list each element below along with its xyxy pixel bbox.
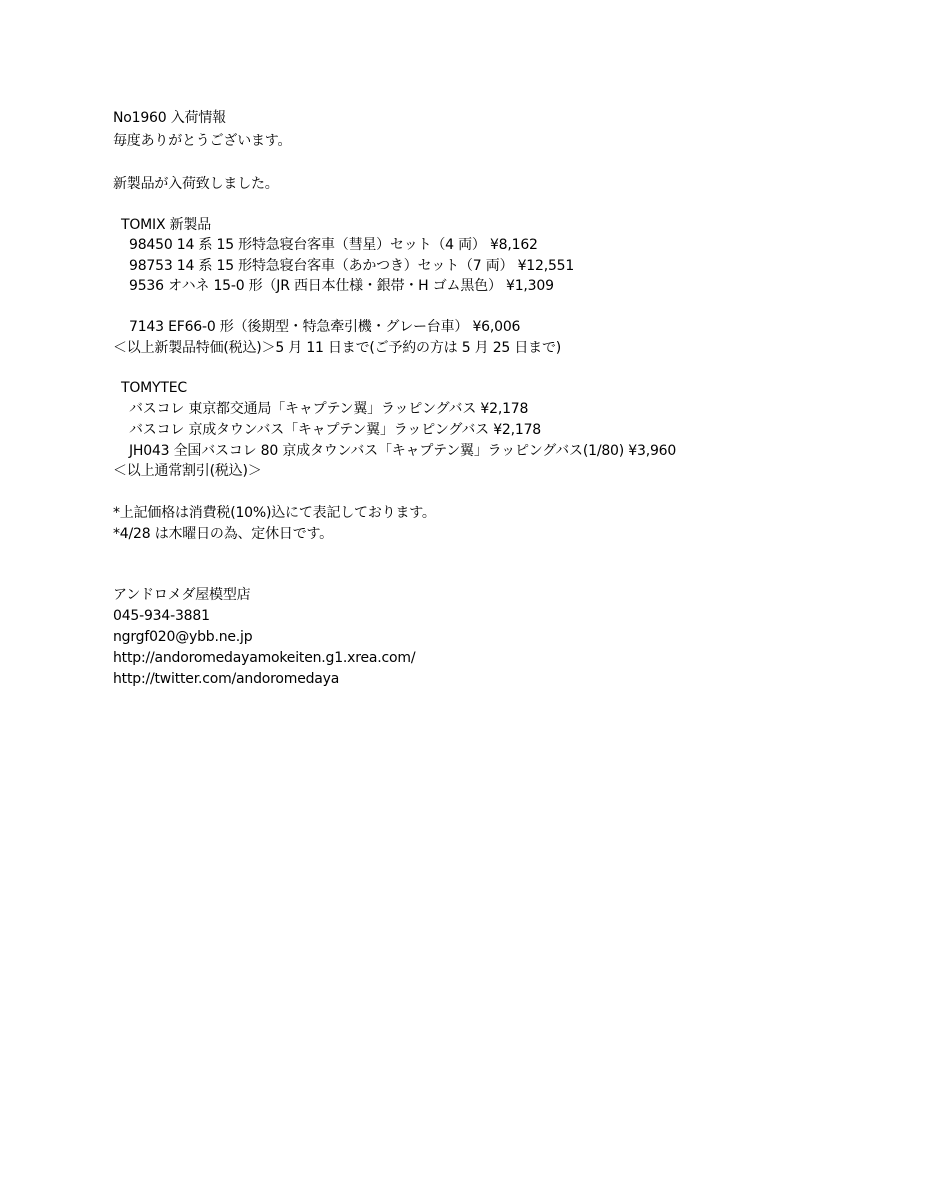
tomytec-item: JH043 全国バスコレ 80 京成タウンバス「キャプテン翼」ラッピングバス(1/80) ¥3,960 [129, 443, 677, 459]
tomix-item: 9536 オハネ 15-0 形（JR 西日本仕様・銀帯・H ゴム黒色） ¥1,309 [129, 278, 554, 294]
shop-name: アンドロメダ屋模型店 [113, 587, 251, 603]
tomix-item: 98753 14 系 15 形特急寝台客車（あかつき）セット（7 両） ¥12,551 [129, 258, 575, 274]
shop-phone: 045-934-3881 [113, 608, 210, 624]
tomix-price-note: ＜以上新製品特価(税込)＞5 月 11 日まで(ご予約の方は 5 月 25 日まで) [113, 340, 562, 356]
shop-twitter-link[interactable]: http://twitter.com/andoromedaya [113, 671, 340, 687]
tomix-item: 98450 14 系 15 形特急寝台客車（彗星）セット（4 両） ¥8,162 [129, 237, 538, 253]
shop-website-link[interactable]: http://andoromedayamokeiten.g1.xrea.com/ [113, 650, 416, 666]
tomytec-item: バスコレ 東京都交通局「キャプテン翼」ラッピングバス ¥2,178 [129, 401, 529, 417]
notice-title: No1960 入荷情報 [113, 110, 226, 126]
tomytec-price-note: ＜以上通常割引(税込)＞ [113, 463, 262, 479]
tomytec-item: バスコレ 京成タウンバス「キャプテン翼」ラッピングバス ¥2,178 [129, 422, 542, 438]
tax-note: *上記価格は消費税(10%)込にて表記しております。 [113, 505, 436, 521]
greeting-line: 毎度ありがとうございます。 [113, 133, 292, 149]
intro-line: 新製品が入荷致しました。 [113, 176, 279, 192]
shop-email[interactable]: ngrgf020@ybb.ne.jp [113, 629, 253, 645]
tomix-item: 7143 EF66-0 形（後期型・特急牽引機・グレー台車） ¥6,006 [129, 319, 521, 335]
tomytec-heading: TOMYTEC [121, 380, 187, 396]
holiday-note: *4/28 は木曜日の為、定休日です。 [113, 526, 333, 542]
tomix-heading: TOMIX 新製品 [121, 217, 212, 233]
